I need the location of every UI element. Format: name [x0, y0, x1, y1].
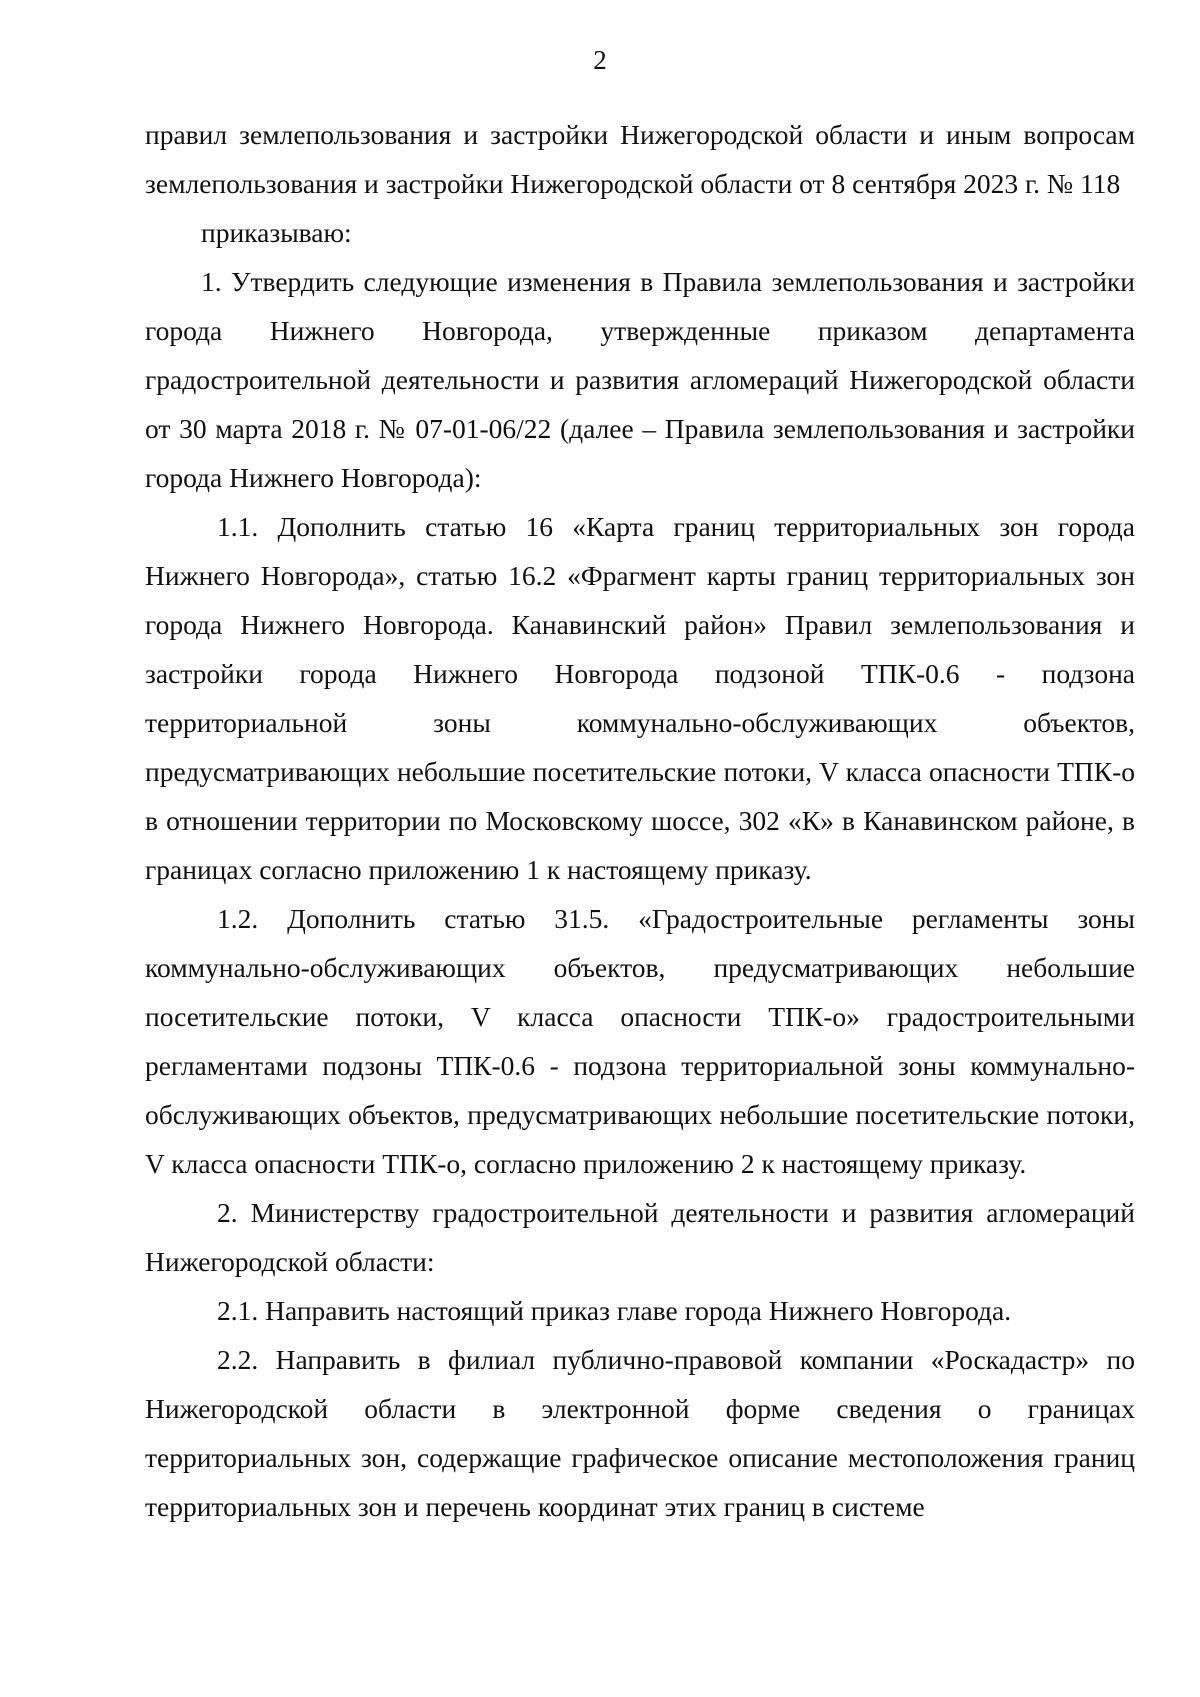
paragraph-item-2-2: 2.2. Направить в филиал публично-правовой компании «Роскадастр» по Нижегородской области в электронной форме сведения о границах территориальных зон, содержащие графическое описание местоположения границ территориальных зон и перечень координат этих границ в системе — [145, 1344, 1135, 1522]
paragraph-item-1: 1. Утвердить следующие изменения в Правила землепользования и застройки города Нижнего Новгорода, утвержденные приказом департамента градостроительной деятельности и развития агломераций Нижегородской области от 30 марта 2018 г. № 07-01-06/22 (далее – Правила землепользования и застройки города Нижнего Новгорода): — [145, 266, 1135, 493]
paragraph-item-2: 2. Министерству градостроительной деятельности и развития агломераций Нижегородской области: — [145, 1197, 1135, 1277]
paragraph-item-1-2: 1.2. Дополнить статью 31.5. «Градостроительные регламенты зоны коммунально-обслуживающих объектов, предусматривающих небольшие посетительские потоки, V класса опасности ТПК-о» градостроительными регламентами подзоны ТПК-0.6 - подзона территориальной зоны коммунально-обслуживающих объектов, предусматривающих небольшие посетительские потоки, V класса опасности ТПК-о, согласно приложению 2 к настоящему приказу. — [145, 903, 1135, 1179]
paragraph-preamble-continuation: правил землепользования и застройки Нижегородской области и иным вопросам землепользования и застройки Нижегородской области от 8 сентября 2023 г. № 118 — [145, 119, 1135, 199]
paragraph-order-word: приказываю: — [201, 217, 352, 248]
paragraph-item-1-1: 1.1. Дополнить статью 16 «Карта границ территориальных зон города Нижнего Новгорода», статью 16.2 «Фрагмент карты границ территориальных зон города Нижнего Новгорода. Канавинский район» Правил землепользования и застройки города Нижнего Новгорода подзоной ТПК-0.6 - подзона территориальной зоны коммунально-обслуживающих объектов, предусматривающих небольшие посетительские потоки, V класса опасности ТПК-о в отношении территории по Московскому шоссе, 302 «К» в Канавинском районе, в границах согласно приложению 1 к настоящему приказу. — [145, 511, 1135, 885]
page-number: 2 — [593, 45, 607, 75]
paragraph-item-2-1: 2.1. Направить настоящий приказ главе города Нижнего Новгорода. — [217, 1295, 1012, 1326]
document-body — [145, 110, 1135, 1531]
